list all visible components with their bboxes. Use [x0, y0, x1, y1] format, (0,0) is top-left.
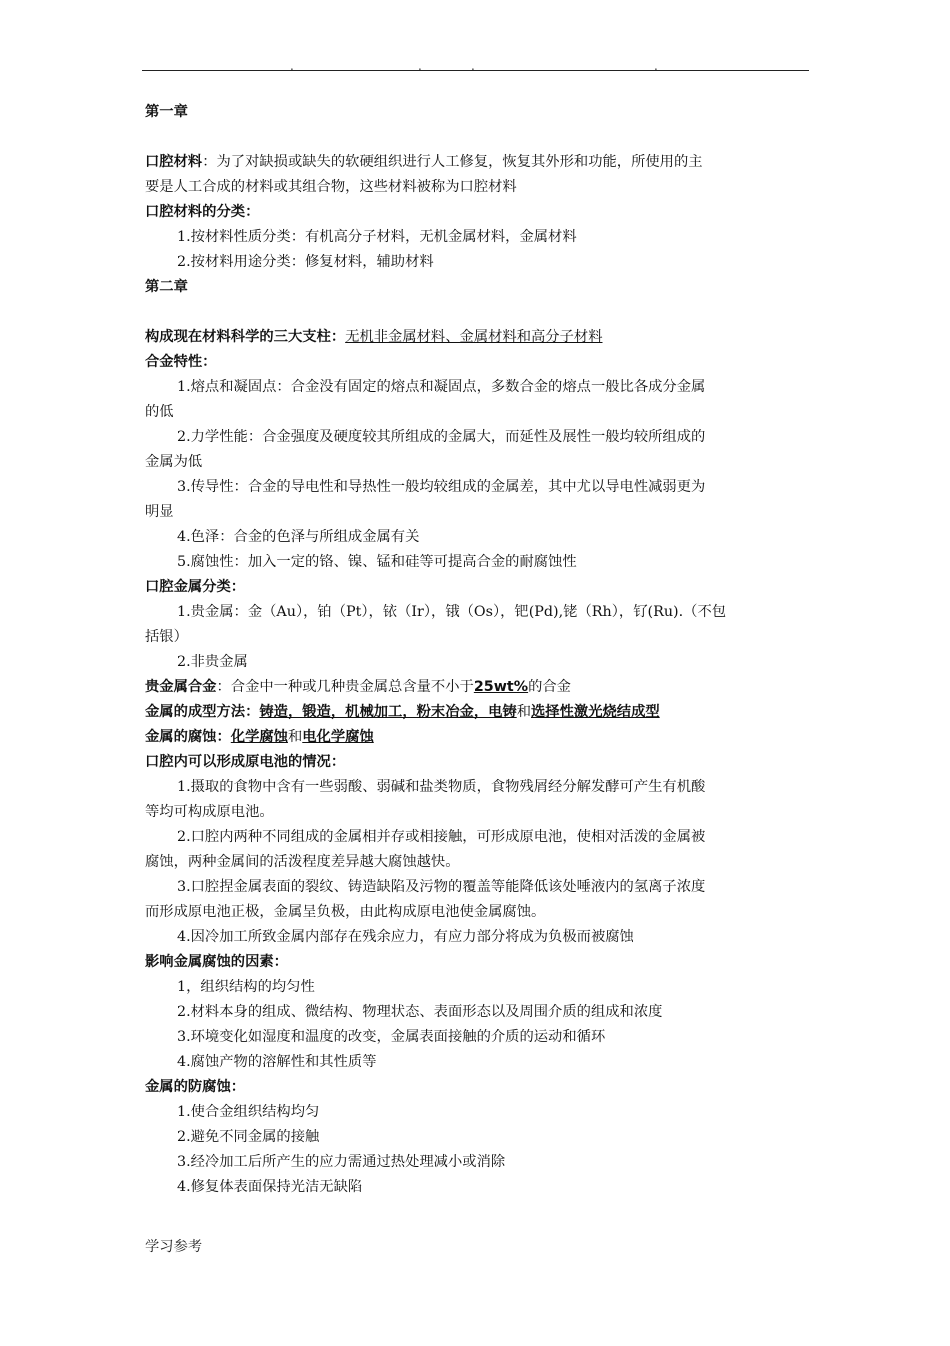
- definition-line-2: 要是人工合成的材料或其组合物，这些材料被称为口腔材料: [145, 179, 517, 195]
- anticorrosion-item: 1.使合金组织结构均匀: [177, 1104, 320, 1120]
- forming-methods-value: 铸造，锻造，机械加工，粉末冶金，电铸: [259, 704, 517, 720]
- alloy-item: 5.腐蚀性：加入一定的铬、镍、锰和硅等可提高合金的耐腐蚀性: [177, 554, 577, 570]
- factor-item: 3.环境变化如湿度和温度的改变，金属表面接触的介质的运动和循环: [177, 1029, 606, 1045]
- noble-alloy-line: [145, 675, 810, 700]
- header-dot: .: [471, 59, 475, 73]
- galvanic-item: 1.摄取的食物中含有一些弱酸、弱碱和盐类物质，食物残屑经分解发酵可产生有机酸: [177, 779, 706, 795]
- classification-item: 1.按材料性质分类：有机高分子材料，无机金属材料，金属材料: [177, 229, 577, 245]
- galvanic-item-continued: 而形成原电池正极，金属呈负极，由此构成原电池使金属腐蚀。: [145, 904, 546, 920]
- forming-methods-and: 和: [516, 704, 532, 720]
- header-rule: [142, 70, 809, 71]
- corrosion-term: 金属的腐蚀：: [145, 729, 231, 745]
- pillars-term: 构成现在材料科学的三大支柱：: [145, 329, 346, 345]
- noble-alloy-term: 贵金属合金: [145, 679, 217, 695]
- alloy-item-continued: 的低: [145, 404, 174, 420]
- metal-class-item-continued: 括银）: [145, 629, 188, 645]
- corrosion-factors-heading: 影响金属腐蚀的因素：: [145, 954, 288, 970]
- metal-classification-heading: 口腔金属分类：: [145, 579, 246, 595]
- corrosion-value-1: 化学腐蚀: [230, 729, 288, 745]
- alloy-item: 4.色泽：合金的色泽与所组成金属有关: [177, 529, 420, 545]
- header-dot: .: [654, 59, 658, 73]
- factor-item: 2.材料本身的组成、微结构、物理状态、表面形态以及周围介质的组成和浓度: [177, 1004, 663, 1020]
- alloy-item: 2.力学性能：合金强度及硬度较其所组成的金属大，而延性及展性一般均较所组成的: [177, 429, 706, 445]
- alloy-item-continued: 金属为低: [145, 454, 203, 470]
- alloy-properties-heading: 合金特性：: [145, 354, 217, 370]
- galvanic-item: 2.口腔内两种不同组成的金属相并存或相接触，可形成原电池，使相对活泼的金属被: [177, 829, 706, 845]
- page-footer: 学习参考: [145, 1239, 203, 1255]
- definition-line-1: [145, 150, 810, 175]
- noble-alloy-tail: 的合金: [528, 679, 571, 695]
- galvanic-cell-heading: 口腔内可以形成原电池的情况：: [145, 754, 346, 770]
- anticorrosion-item: 2.避免不同金属的接触: [177, 1129, 320, 1145]
- definition-term: 口腔材料: [145, 154, 203, 170]
- alloy-item: 3.传导性：合金的导电性和导热性一般均较组成的金属差，其中尤以导电性减弱更为: [177, 479, 706, 495]
- alloy-item-continued: 明显: [145, 504, 174, 520]
- forming-methods-term: 金属的成型方法：: [145, 704, 260, 720]
- anticorrosion-heading: 金属的防腐蚀：: [145, 1079, 246, 1095]
- factor-item: 4.腐蚀产物的溶解性和其性质等: [177, 1054, 377, 1070]
- classification-item: 2.按材料用途分类：修复材料，辅助材料: [177, 254, 434, 270]
- corrosion-value-2: 电化学腐蚀: [302, 729, 374, 745]
- anticorrosion-item: 3.经冷加工后所产生的应力需通过热处理减小或消除: [177, 1154, 506, 1170]
- corrosion-types-line: [145, 725, 810, 750]
- galvanic-item-continued: 等均可构成原电池。: [145, 804, 274, 820]
- corrosion-and: 和: [287, 729, 303, 745]
- factor-item: 1，组织结构的均匀性: [177, 979, 315, 995]
- header-dot: .: [418, 59, 422, 73]
- galvanic-item: 3.口腔捏金属表面的裂纹、铸造缺陷及污物的覆盖等能降低该处唾液内的氢离子浓度: [177, 879, 706, 895]
- alloy-item: 1.熔点和凝固点：合金没有固定的熔点和凝固点，多数合金的熔点一般比各成分金属: [177, 379, 706, 395]
- forming-methods-line: [145, 700, 810, 725]
- header-dot: .: [290, 59, 294, 73]
- chapter-2-title: 第二章: [145, 279, 188, 295]
- galvanic-item: 4.因冷加工所致金属内部存在残余应力，有应力部分将成为负极而被腐蚀: [177, 929, 634, 945]
- classification-heading: 口腔材料的分类：: [145, 204, 260, 220]
- galvanic-item-continued: 腐蚀，两种金属间的活泼程度差异越大腐蚀越快。: [145, 854, 460, 870]
- document-body: [145, 100, 810, 1200]
- definition-text: ：为了对缺损或缺失的软硬组织进行人工修复，恢复其外形和功能，所使用的主: [202, 154, 703, 170]
- metal-class-item: 1.贵金属：金（Au），铂（Pt），铱（Ir），锇（Os），钯(Pd),铑（Rh），钌(Ru).（不包: [177, 604, 727, 620]
- anticorrosion-item: 4.修复体表面保持光洁无缺陷: [177, 1179, 363, 1195]
- pillars-line: [145, 325, 810, 350]
- forming-methods-value-2: 选择性激光烧结成型: [531, 704, 660, 720]
- chapter-1-title: 第一章: [145, 104, 188, 120]
- pillars-value: 无机非金属材料、金属材料和高分子材料: [345, 329, 603, 345]
- noble-alloy-text: ：合金中一种或几种贵金属总含量不小于: [216, 679, 474, 695]
- noble-alloy-value: 25wt%: [473, 679, 529, 695]
- metal-class-item: 2.非贵金属: [177, 654, 248, 670]
